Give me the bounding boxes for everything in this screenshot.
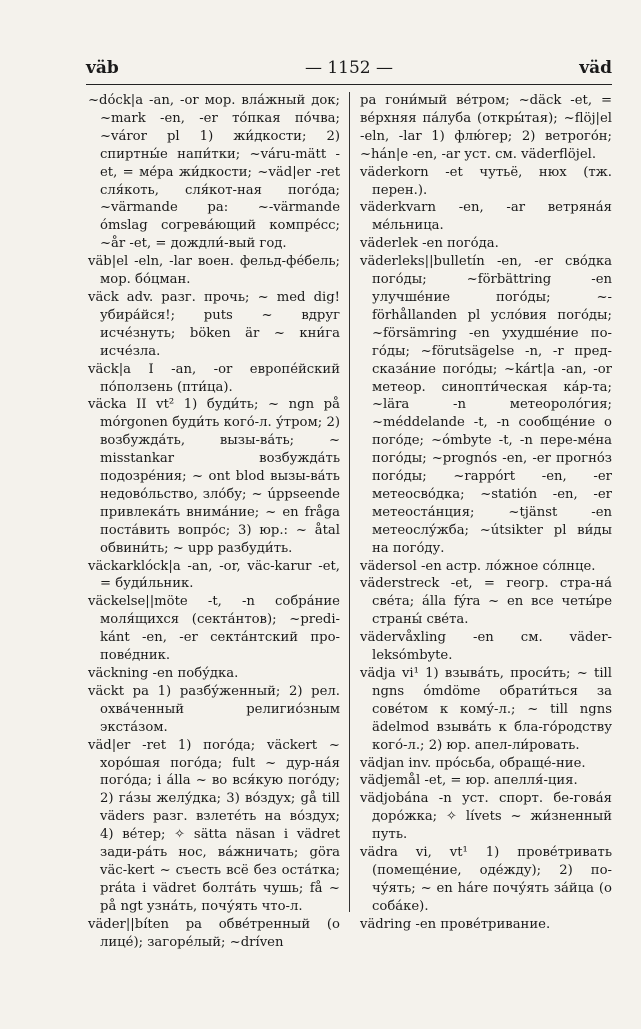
dictionary-entry: vädersol -en астр. ло́жное со́лнце. [360,558,596,574]
dictionary-entry: vädervåxling -en см. väder-leksómbyte. [360,630,612,664]
dictionary-entry: vädjan inv. про́сьба, обраще́-ние. [360,755,586,771]
dictionary-entry: väderlek -en пого́да. [360,236,499,252]
dictionary-entry: väckelse||möte -t, -n собра́ние моля́щихся (секта́нтов); ~predi-kánt -en, -er секта́нтский про-пове́дник. [88,594,340,664]
right-column [360,92,612,934]
dictionary-entry: väd|er -ret 1) пого́да; väckert ~ хоро́шая пого́да; fult ~ дур-на́я пого́да; i álla ~ во вся́кую пого́ду; 2) га́зы желу́дка; 3) во́здух; gå till väders разг. взлете́ть на во́здух; 4) ве́тер; ✧ sätta näsan i vädret зади-ра́ть нос, ва́жничать; göra väc-kert ~ съесть всё без оста́тка; práta i vädret болта́ть чушь; få ~ på ngt узна́ть, почу́ять что-л. [88,737,340,914]
dictionary-entry: vädjobána -n уст. спорт. бе-гова́я доро́жка; ✧ lívets ~ жи́зненный путь. [360,791,612,843]
dictionary-entry: väder||bíten pa обве́тренный (о лице́); загоре́лый; ~dríven [88,916,340,950]
dictionary-entry: väck|a I -an, -or европе́йский по́ползень (пти́ца). [88,361,340,395]
dictionary-entry: ~dóck|a -an, -or мор. вла́жный док; ~mark -en, -er то́пкая по́чва; ~váror pl 1) жи́дкости; 2) спиртны́е напи́тки; ~váru-mätt -et, = ме́ра жи́дкости; ~väd|er -ret сля́коть, сля́кот-ная пого́да; ~värmande pa: ~-värmande ómslag согрева́ющий компре́сс; ~år -et, = дождли́-вый год. [88,93,340,252]
dictionary-entry: väck adv. разг. прочь; ~ med dig! убира́йся!; puts ~ вдруг исче́знуть; böken är ~ кни́га исче́зла. [88,289,340,359]
header-left-guideword: väb [86,58,119,78]
dictionary-entry: väb|el -eln, -lar воен. фельд-фе́бель; мор. бо́цман. [88,254,340,288]
dictionary-entry: väderkvarn -en, -ar ветряна́я ме́льница. [360,200,612,234]
dictionary-entry: vädring -en прове́тривание. [360,916,551,932]
dictionary-entry: väderstreck -et, = геогр. стра-на́ све́та; álla fýra ~ en все четы́ре страны́ све́та. [360,576,612,628]
dictionary-entry: väcka II vt² 1) буди́ть; ~ ngn på mórgonen буди́ть кого́-л. у́тром; 2) возбужда́ть, вызы-ва́ть; ~ misstankar возбужда́ть подозре́ния; ~ ont blod вызы-ва́ть недово́льство, зло́бу; ~ úppseende привлека́ть внима́ние; ~ en fråga поста́вить вопро́с; 3) юр.: ~ åtal обвини́ть; ~ upp разбуди́ть. [88,397,340,556]
dictionary-entry: vädja vi¹ 1) взыва́ть, проси́ть; ~ till ngns ómdöme обрати́ться за сове́том к кому́-л.; ~ till ngns ädelmod взыва́ть к бла-го́родству кого́-л.; 2) юр. апел-ли́ровать. [360,666,612,753]
header-right-guideword: väd [579,58,612,78]
left-column [88,92,340,952]
dictionary-entry: vädra vi, vt¹ 1) прове́тривать (помеще́ние, оде́жду); 2) по-чу́ять; ~ en háre почу́ять за́йца (о соба́ке). [360,845,612,914]
dictionary-entry: väckt pa 1) разбу́женный; 2) рел. охва́ченный религио́зным экста́зом. [88,683,340,735]
column-divider [349,92,350,912]
dictionary-entry: vädjemål -et, = юр. апелля́-ция. [360,773,578,789]
header-rule [86,84,612,85]
dictionary-entry: väckarklóck|a -an, -or, väc-karur -et, = буди́льник. [88,558,340,592]
dictionary-entry-continuation: pa гони́мый ве́тром; ~däck -et, = ве́рхняя па́луба (откры́тая); ~flöj|el -eln, -lar 1) флю́гер; 2) ветрого́н; ~hán|e -en, -ar уст. см. väderflöjel. [360,93,612,162]
dictionary-entry: väckning -en побу́дка. [88,666,239,681]
dictionary-entry: väderkorn -et чутьё, нюх (тж. перен.). [360,164,612,198]
dictionary-entry: väderleks||bulletín -en, -er сво́дка пого́ды; ~förbättring -en улучше́ние пого́ды; ~-förhållanden pl усло́вия пого́ды; ~försämring -en ухудше́ние по-го́ды; ~förutsägelse -n, -r пред-сказа́ние пого́ды; ~kárt|a -an, -or метеор. синопти́ческая ка́р-та; ~lära -n метеороло́гия; ~méddelande -t, -n сообще́ние о пого́де; ~ómbyte -t, -n пере-ме́на пого́ды; ~prognós -en, -er прогно́з пого́ды; ~rappórt -en, -er метеосво́дка; ~statión -en, -er метеоста́нция; ~tjänst -en метеослу́жба; ~útsikter pl ви́ды на пого́ду. [360,254,612,556]
page-number: — 1152 — [304,58,394,78]
page-header [86,58,612,82]
